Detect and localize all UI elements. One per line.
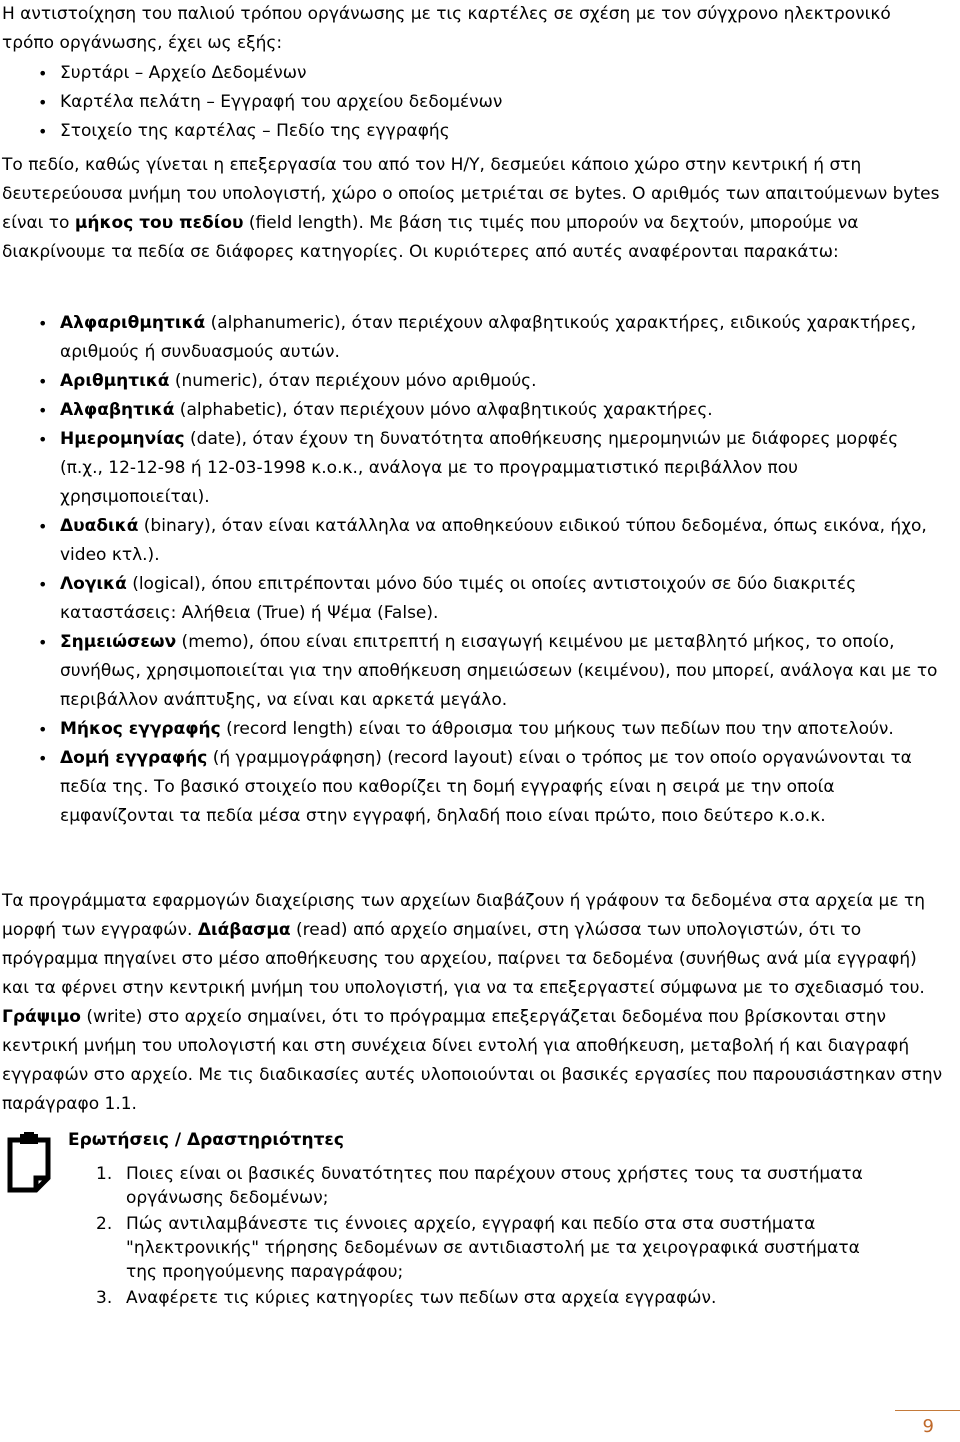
category-term: Λογικά [60,574,127,594]
list-item [0,715,940,744]
list-item [0,628,940,715]
category-term: Δομή εγγραφής [60,748,208,768]
question-text: Αναφέρετε τις κύριες κατηγορίες των πεδίων στα αρχεία εγγραφών. [126,1288,717,1308]
text-run: (write) στο αρχείο σημαίνει, ότι το πρόγραμμα επεξεργάζεται δεδομένα που βρίσκονται στην κεντρική μνήμη του υπολογιστή και στη συνέχεια δίνει εντολή για αποθήκευση, μεταβολή ή και διαγραφή εγγραφών στο αρχείο. Με τις διαδικασίες αυτές υλοποιούνται οι βασικές εργασίες που παρουσιάστηκαν στην παράγραφο 1.1. [2,1007,943,1114]
questions-title: Ερωτήσεις / Δραστηριότητες [68,1130,344,1150]
category-desc: (numeric), όταν περιέχουν μόνο αριθμούς. [169,371,537,391]
question-item [96,1286,876,1310]
list-item [0,744,940,831]
category-desc: (record length) είναι το άθροισμα του μήκους των πεδίων που την αποτελούν. [220,719,894,739]
bold-term: Διάβασμα [197,920,291,940]
question-number: 2. [96,1214,113,1234]
category-term: Αλφαβητικά [60,400,175,420]
text-run: (field length). Με βάση τις τιμές που μπορούν να δεχτούν, μπορούμε να διακρίνουμε τα πεδία σε διάφορες κατηγορίες. Οι κυριότερες από αυτές αναφέρονται παρακάτω: [2,213,859,262]
page-number-rule [895,1410,960,1411]
category-desc: (binary), όταν είναι κατάλληλα να αποθηκεύουν ειδικού τύπου δεδομένα, όπως εικόνα, ήχο, video κτλ.). [60,516,927,565]
bold-term: Γράψιμο [2,1007,81,1027]
list-item [0,512,940,570]
text-run: Τα προγράμματα εφαρμογών διαχείρισης των αρχείων διαβάζουν ή γράφουν τα δεδομένα στα αρχεία με τη μορφή των εγγραφών. [2,891,925,940]
category-term: Αλφαριθμητικά [60,313,206,333]
question-item [96,1212,876,1284]
category-term: Ημερομηνίας [60,429,185,449]
mapping-list [0,59,940,146]
category-desc: (logical), όπου επιτρέπονται μόνο δύο τιμές οι οποίες αντιστοιχούν σε δύο διακριτές καταστάσεις: Αλήθεια (True) ή Ψέμα (False). [60,574,857,623]
question-text: Πώς αντιλαμβάνεστε τις έννοιες αρχείο, εγγραφή και πεδίο στα στα συστήματα "ηλεκτρονικής" τήρησης δεδομένων σε αντιδιαστολή με τα χειρογραφικά συστήματα της προηγούμενης παραγράφου; [126,1214,860,1282]
list-item: • Στοιχείο της καρτέλας – Πεδίο της εγγραφής [0,117,940,146]
category-desc: (date), όταν έχουν τη δυνατότητα αποθήκευσης ημερομηνιών με διάφορες μορφές (π.χ., 12-12-98 ή 12-03-1998 κ.ο.κ., ανάλογα με το προγραμματιστικό περιβάλλον που χρησιμοποιείται). [60,429,899,507]
question-item [96,1162,876,1210]
list-item [0,425,940,512]
field-paragraph [2,151,942,267]
category-term: Αριθμητικά [60,371,170,391]
clipboard-icon [6,1132,56,1194]
questions-list [96,1162,876,1312]
category-term: Σημειώσεων [60,632,177,652]
bold-term: μήκος του πεδίου [74,213,244,233]
list-item: • Καρτέλα πελάτη – Εγγραφή του αρχείου δεδομένων [0,88,940,117]
category-desc: (alphabetic), όταν περιέχουν μόνο αλφαβητικούς χαρακτήρες. [174,400,713,420]
list-item: • Συρτάρι – Αρχείο Δεδομένων [0,59,940,88]
page-number: 9 [922,1416,934,1437]
category-term: Μήκος εγγραφής [60,719,221,739]
category-desc: (memo), όπου είναι επιτρεπτή η εισαγωγή κειμένου με μεταβλητό μήκος, το οποίο, συνήθως, χρησιμοποιείται για την αποθήκευση σημειώσεων (κειμένου), που μπορεί, ανάλογα και με το περιβάλλον ανάπτυξης, να είναι και αρκετά μεγάλο. [60,632,938,710]
list-item [0,570,940,628]
intro-paragraph: Η αντιστοίχηση του παλιού τρόπου οργάνωσης με τις καρτέλες σε σχέση με τον σύγχρονο ηλεκτρονικό τρόπο οργάνωσης, έχει ως εξής: [2,4,891,53]
question-number: 3. [96,1288,113,1308]
category-desc: (alphanumeric), όταν περιέχουν αλφαβητικούς χαρακτήρες, ειδικούς χαρακτήρες, αριθμούς ή συνδυασμούς αυτών. [60,313,917,362]
category-desc: (ή γραμμογράφηση) (record layout) είναι ο τρόπος με τον οποίο οργανώνονται τα πεδία της. Το βασικό στοιχείο που καθορίζει τη δομή εγγραφής είναι η σειρά με την οποία εμφανίζονται τα πεδία μέσα στην εγγραφή, δηλαδή ποιο είναι πρώτο, ποιο δεύτερο κ.ο.κ. [60,748,912,826]
category-term: Δυαδικά [60,516,139,536]
list-item [0,309,940,367]
list-item [0,367,940,396]
list-item [0,396,940,425]
text-run: (read) από αρχείο σημαίνει, στη γλώσσα των υπολογιστών, ότι το πρόγραμμα πηγαίνει στο μέσο αποθήκευσης του αρχείου, παίρνει τα δεδομένα (συνήθως ανά μία εγγραφή) και τα φέρνει στην κεντρική μνήμη του υπολογιστή, για να τα επεξεργαστεί σύμφωνα με το σχεδιασμό του. [2,920,925,998]
question-number: 1. [96,1164,113,1184]
text-run: Το πεδίο, καθώς γίνεται η επεξεργασία του από τον Η/Υ, δεσμεύει κάποιο χώρο στην κεντρική ή στη δευτερεύουσα μνήμη του υπολογιστή, χώρο ο οποίος μετριέται σε bytes. Ο αριθμός των απαιτούμενων bytes είναι το [2,155,940,233]
field-categories-list [0,309,940,831]
read-write-paragraph [2,887,947,1119]
question-text: Ποιες είναι οι βασικές δυνατότητες που παρέχουν στους χρήστες τους τα συστήματα οργάνωσης δεδομένων; [126,1164,863,1208]
